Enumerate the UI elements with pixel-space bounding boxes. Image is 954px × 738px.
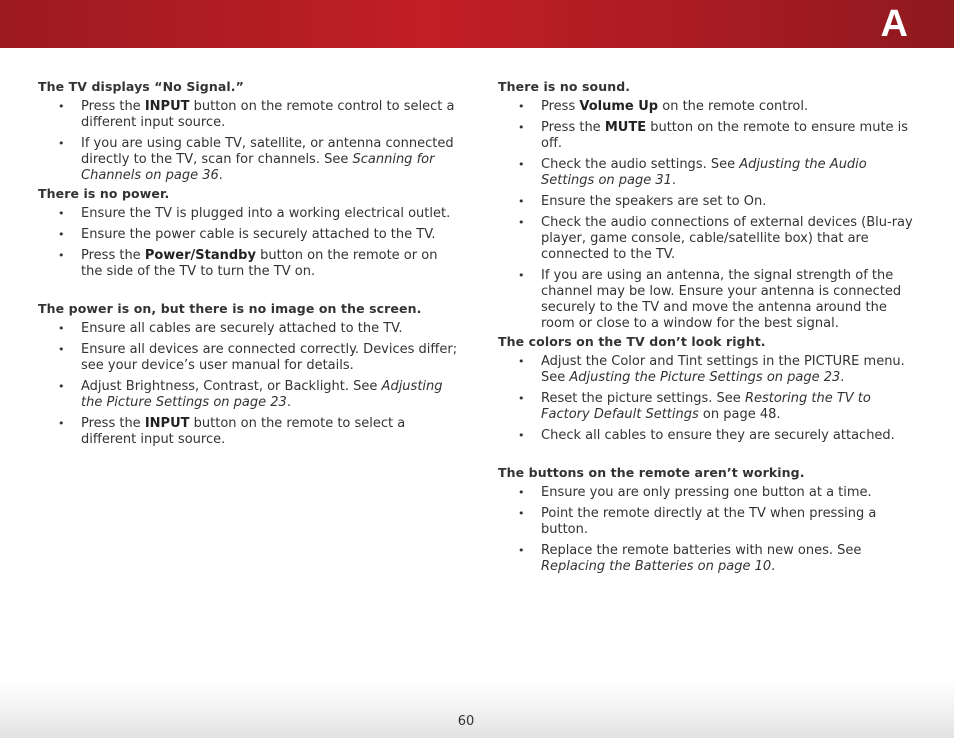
section-remote-buttons — [498, 465, 918, 575]
bullet-icon: • — [518, 195, 525, 208]
list-item: • Ensure the speakers are set to On. — [518, 194, 767, 209]
right-column — [498, 79, 918, 580]
list-item: • Check all cables to ensure they are securely attached. — [518, 428, 895, 443]
list-item: • Ensure all cables are securely attached to the TV. — [58, 321, 403, 336]
list-item: • Ensure all devices are connected correctly. Devices differ; see your device’s user manual for details. — [58, 342, 458, 373]
bullet-icon: • — [518, 269, 525, 282]
bullet-icon: • — [518, 544, 525, 557]
page-number: 60 — [457, 714, 475, 729]
bullet-icon: • — [58, 249, 65, 262]
bullet-icon: • — [518, 100, 525, 113]
list-item: • Ensure the TV is plugged into a working electrical outlet. — [58, 206, 451, 221]
list-item: • Ensure you are only pressing one button at a time. — [518, 485, 872, 500]
bullet-icon: • — [58, 417, 65, 430]
bullet-icon: • — [518, 355, 525, 368]
bullet-list — [498, 99, 918, 332]
chapter-header-bar — [0, 0, 954, 48]
section-no-image — [38, 301, 458, 448]
bullet-icon: • — [58, 100, 65, 113]
section-no-power — [38, 186, 458, 280]
section-title: The TV displays “No Signal.” — [38, 79, 244, 94]
list-item: • Press the Power/Standby button on the remote or on the side of the TV to turn the TV on. — [58, 248, 438, 279]
list-item: • Point the remote directly at the TV when pressing a button. — [518, 506, 877, 537]
bullet-list — [38, 321, 458, 448]
section-title: The buttons on the remote aren’t working. — [498, 465, 805, 480]
list-item: • Adjust Brightness, Contrast, or Backlight. See Adjusting the Picture Settings on page 23. — [58, 379, 443, 410]
bullet-icon: • — [518, 121, 525, 134]
list-item: • Replace the remote batteries with new ones. See Replacing the Batteries on page 10. — [518, 543, 862, 574]
bullet-list — [498, 354, 918, 444]
bullet-icon: • — [58, 137, 65, 150]
bullet-icon: • — [518, 507, 525, 520]
bullet-icon: • — [518, 486, 525, 499]
list-item: • Press the MUTE button on the remote to ensure mute is off. — [518, 120, 909, 151]
bullet-list — [38, 99, 458, 184]
cross-reference-link[interactable]: Adjusting the Picture Settings on page 23 — [569, 370, 841, 385]
bullet-icon: • — [58, 343, 65, 356]
bullet-list — [38, 206, 458, 280]
section-title: There is no sound. — [498, 79, 631, 94]
list-item: • Press Volume Up on the remote control. — [518, 99, 809, 114]
list-item: • Check the audio settings. See Adjusting the Audio Settings on page 31. — [518, 157, 867, 188]
list-item: • Check the audio connections of external devices (Blu-ray player, game console, cable/satellite box) that are connected to the TV. — [518, 215, 913, 262]
section-no-signal — [38, 79, 458, 184]
cross-reference-link[interactable]: Replacing the Batteries on page 10 — [541, 559, 772, 574]
bullet-icon: • — [58, 207, 65, 220]
section-spacer — [498, 449, 918, 465]
section-no-sound — [498, 79, 918, 332]
bullet-icon: • — [518, 429, 525, 442]
list-item: • If you are using cable TV, satellite, or antenna connected directly to the TV, scan for channels. See Scanning for Channels on page 36. — [58, 136, 454, 183]
bullet-icon: • — [518, 158, 525, 171]
list-item: • Adjust the Color and Tint settings in the PICTURE menu. See Adjusting the Picture Settings on page 23. — [518, 354, 905, 385]
section-title: The colors on the TV don’t look right. — [498, 334, 766, 349]
cross-reference-link[interactable]: Adjusting the Picture Settings on page 23 — [81, 379, 443, 410]
list-item: • Ensure the power cable is securely attached to the TV. — [58, 227, 436, 242]
list-item: • If you are using an antenna, the signal strength of the channel may be low. Ensure your antenna is connected securely to the TV and move the antenna around the room or close to a window for the best signal. — [518, 268, 902, 331]
section-title: There is no power. — [38, 186, 170, 201]
chapter-letter: A — [880, 3, 908, 45]
section-title: The power is on, but there is no image on the screen. — [38, 301, 422, 316]
list-item: • Press the INPUT button on the remote to select a different input source. — [58, 416, 406, 447]
left-column — [38, 79, 458, 453]
bullet-list — [498, 485, 918, 575]
bullet-icon: • — [518, 216, 525, 229]
bullet-icon: • — [518, 392, 525, 405]
bullet-icon: • — [58, 322, 65, 335]
cross-reference-link[interactable]: Restoring the TV to Factory Default Settings — [541, 391, 871, 422]
page-footer — [0, 680, 954, 738]
section-spacer — [38, 285, 458, 301]
bullet-icon: • — [58, 380, 65, 393]
cross-reference-link[interactable]: Adjusting the Audio Settings on page 31 — [541, 157, 867, 188]
cross-reference-link[interactable]: Scanning for Channels on page 36 — [81, 152, 435, 183]
list-item: • Press the INPUT button on the remote control to select a different input source. — [58, 99, 455, 130]
list-item: • Reset the picture settings. See Restoring the TV to Factory Default Settings on page 48. — [518, 391, 871, 422]
section-colors — [498, 334, 918, 444]
bullet-icon: • — [58, 228, 65, 241]
